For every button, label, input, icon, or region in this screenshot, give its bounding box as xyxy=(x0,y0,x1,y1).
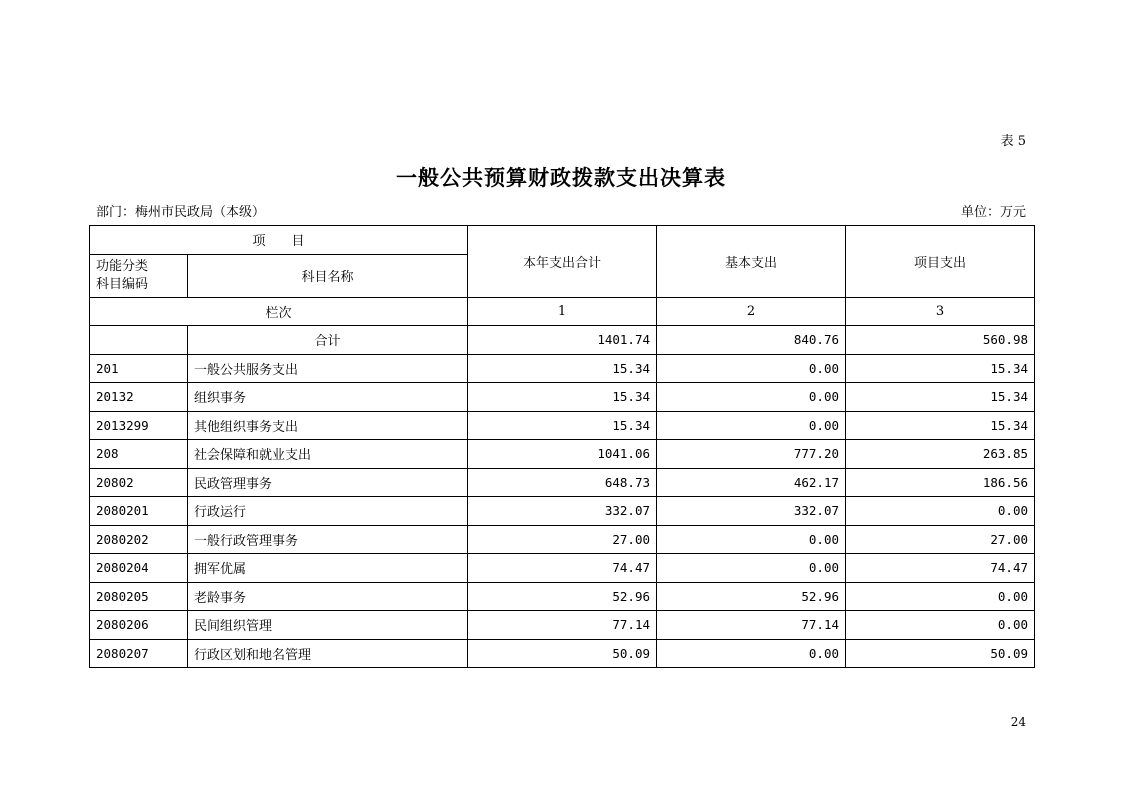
row-project: 27.00 xyxy=(846,525,1035,554)
total-row-project: 560.98 xyxy=(846,326,1035,355)
header-func-code xyxy=(90,254,188,297)
row-basic: 777.20 xyxy=(657,440,846,469)
expenditure-table xyxy=(89,225,1035,668)
row-code: 2080205 xyxy=(90,582,188,611)
row-total: 50.09 xyxy=(468,639,657,668)
row-total: 1041.06 xyxy=(468,440,657,469)
column-order-row xyxy=(90,297,1035,326)
row-basic: 52.96 xyxy=(657,582,846,611)
column-order-2: 2 xyxy=(657,297,846,326)
row-project: 15.34 xyxy=(846,383,1035,412)
table-row xyxy=(90,440,1035,469)
row-total: 77.14 xyxy=(468,611,657,640)
table-row xyxy=(90,582,1035,611)
total-row-total: 1401.74 xyxy=(468,326,657,355)
row-basic: 0.00 xyxy=(657,354,846,383)
header-item: 项 目 xyxy=(90,226,468,255)
row-project: 186.56 xyxy=(846,468,1035,497)
table-row xyxy=(90,354,1035,383)
row-total: 648.73 xyxy=(468,468,657,497)
row-code: 2080201 xyxy=(90,497,188,526)
row-total: 332.07 xyxy=(468,497,657,526)
row-basic: 0.00 xyxy=(657,639,846,668)
row-total: 52.96 xyxy=(468,582,657,611)
row-subject-name: 组织事务 xyxy=(188,383,468,412)
header-func-code-line1: 功能分类 xyxy=(96,258,149,274)
row-code: 2080202 xyxy=(90,525,188,554)
table-row xyxy=(90,554,1035,583)
row-basic: 0.00 xyxy=(657,411,846,440)
row-basic: 0.00 xyxy=(657,383,846,412)
row-total: 15.34 xyxy=(468,411,657,440)
header-func-code-line2: 科目编码 xyxy=(96,276,149,292)
row-code: 2080207 xyxy=(90,639,188,668)
header-row-1 xyxy=(90,226,1035,255)
row-subject-name: 一般公共服务支出 xyxy=(188,354,468,383)
row-code: 20802 xyxy=(90,468,188,497)
row-subject-name: 行政运行 xyxy=(188,497,468,526)
table-row xyxy=(90,525,1035,554)
table-row xyxy=(90,639,1035,668)
row-total: 15.34 xyxy=(468,354,657,383)
total-row-code xyxy=(90,326,188,355)
column-order-3: 3 xyxy=(846,297,1035,326)
row-project: 263.85 xyxy=(846,440,1035,469)
header-basic: 基本支出 xyxy=(657,226,846,298)
row-project: 15.34 xyxy=(846,411,1035,440)
row-project: 0.00 xyxy=(846,582,1035,611)
row-total: 27.00 xyxy=(468,525,657,554)
column-order-label: 栏次 xyxy=(90,297,468,326)
table-row xyxy=(90,383,1035,412)
total-row-label: 合计 xyxy=(188,326,468,355)
row-basic: 77.14 xyxy=(657,611,846,640)
total-row xyxy=(90,326,1035,355)
total-row-basic: 840.76 xyxy=(657,326,846,355)
row-code: 201 xyxy=(90,354,188,383)
row-project: 0.00 xyxy=(846,611,1035,640)
row-code: 2080204 xyxy=(90,554,188,583)
row-subject-name: 民政管理事务 xyxy=(188,468,468,497)
row-subject-name: 民间组织管理 xyxy=(188,611,468,640)
table-row xyxy=(90,611,1035,640)
header-project: 项目支出 xyxy=(846,226,1035,298)
header-total: 本年支出合计 xyxy=(468,226,657,298)
row-code: 208 xyxy=(90,440,188,469)
row-project: 15.34 xyxy=(846,354,1035,383)
row-subject-name: 其他组织事务支出 xyxy=(188,411,468,440)
header-subject-name: 科目名称 xyxy=(188,254,468,297)
table-id: 表 5 xyxy=(1000,134,1026,149)
row-project: 74.47 xyxy=(846,554,1035,583)
column-order-1: 1 xyxy=(468,297,657,326)
table-row xyxy=(90,497,1035,526)
row-code: 2013299 xyxy=(90,411,188,440)
row-project: 0.00 xyxy=(846,497,1035,526)
row-subject-name: 拥军优属 xyxy=(188,554,468,583)
unit-label: 单位：万元 xyxy=(960,205,1026,220)
row-total: 74.47 xyxy=(468,554,657,583)
row-total: 15.34 xyxy=(468,383,657,412)
row-basic: 462.17 xyxy=(657,468,846,497)
row-subject-name: 行政区划和地名管理 xyxy=(188,639,468,668)
row-code: 20132 xyxy=(90,383,188,412)
page-number: 24 xyxy=(1010,715,1026,729)
row-basic: 0.00 xyxy=(657,525,846,554)
page-title: 一般公共预算财政拨款支出决算表 xyxy=(396,165,726,190)
row-subject-name: 社会保障和就业支出 xyxy=(188,440,468,469)
table-row xyxy=(90,411,1035,440)
department-label: 部门：梅州市民政局（本级） xyxy=(96,205,266,220)
row-subject-name: 一般行政管理事务 xyxy=(188,525,468,554)
row-code: 2080206 xyxy=(90,611,188,640)
row-basic: 0.00 xyxy=(657,554,846,583)
row-basic: 332.07 xyxy=(657,497,846,526)
table-row xyxy=(90,468,1035,497)
row-subject-name: 老龄事务 xyxy=(188,582,468,611)
row-project: 50.09 xyxy=(846,639,1035,668)
